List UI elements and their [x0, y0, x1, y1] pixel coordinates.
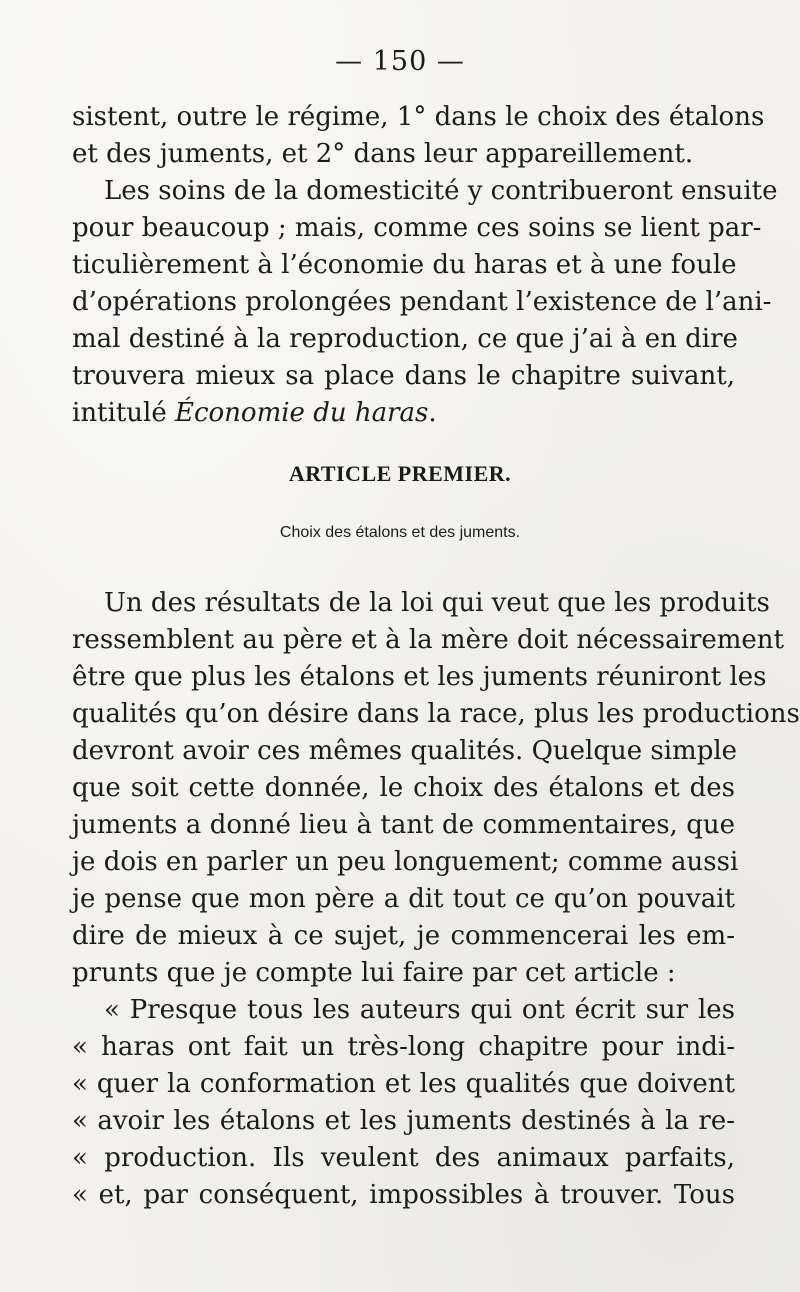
text-line: je pense que mon père a dit tout ce qu’on pouvait — [72, 884, 735, 914]
page-number: — 150 — — [335, 46, 465, 77]
text-line-with-title — [72, 396, 735, 430]
quote-line: « haras ont fait un très-long chapitre pour indi- — [72, 1032, 735, 1062]
text-line: qualités qu’on désire dans la race, plus les productions — [72, 699, 800, 729]
text-line: ressemblent au père et à la mère doit nécessairement — [72, 625, 784, 655]
article-subheading: Choix des étalons et des juments. — [279, 524, 521, 541]
text-line: ticulièrement à l’économie du haras et à une foule — [72, 250, 737, 280]
text-line: d’opérations prolongées pendant l’existence de l’ani- — [72, 287, 772, 317]
text-fragment: . — [428, 398, 437, 428]
quote-line: « quer la conformation et les qualités que doivent — [72, 1069, 735, 1099]
text-line: pour beaucoup ; mais, comme ces soins se lient par- — [72, 213, 762, 243]
quote-line: « Presque tous les auteurs qui ont écrit sur les — [104, 995, 735, 1025]
quote-line: « production. Ils veulent des animaux parfaits, — [72, 1143, 735, 1173]
text-fragment: intitulé — [72, 398, 175, 428]
text-line: trouvera mieux sa place dans le chapitre suivant, — [72, 361, 735, 391]
text-line: Un des résultats de la loi qui veut que les produits — [104, 588, 770, 618]
text-line: devront avoir ces mêmes qualités. Quelque simple — [72, 736, 738, 766]
text-line: sistent, outre le régime, 1° dans le choix des étalons — [72, 102, 765, 132]
text-line: que soit cette donnée, le choix des étalons et des — [72, 773, 735, 803]
quote-line: « et, par conséquent, impossibles à trouver. Tous — [72, 1180, 735, 1210]
text-line: dire de mieux à ce sujet, je commencerai les em- — [72, 921, 735, 951]
text-line: être que plus les étalons et les juments réuniront les — [72, 662, 767, 692]
text-line: Les soins de la domesticité y contribueront ensuite — [104, 176, 778, 206]
quote-line: « avoir les étalons et les juments destinés à la re- — [72, 1106, 735, 1136]
text-line: juments a donné lieu à tant de commentaires, que — [72, 810, 735, 840]
book-title-italic: Économie du haras — [174, 398, 429, 428]
text-line: prunts que je compte lui faire par cet article : — [72, 958, 676, 988]
text-line: mal destiné à la reproduction, ce que j’ai à en dire — [72, 324, 738, 354]
article-heading: ARTICLE PREMIER. — [288, 461, 512, 486]
text-line: et des juments, et 2° dans leur appareillement. — [72, 139, 694, 169]
text-line: je dois en parler un peu longuement; comme aussi — [72, 847, 739, 877]
